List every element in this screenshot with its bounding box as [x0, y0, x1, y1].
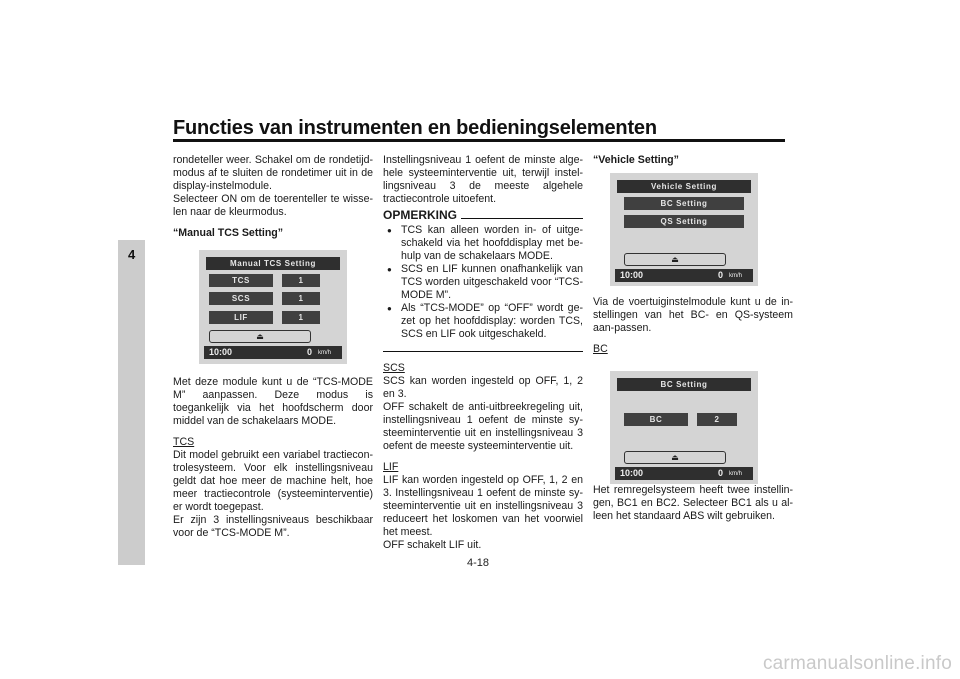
screen-title: Vehicle Setting: [617, 180, 751, 193]
bc-setting-screen: [610, 371, 758, 484]
manual-tcs-screen: [199, 250, 347, 364]
col3-para: Via de voertuiginstelmodule kunt u de in-stellingen van het BC- en QS-systeem aan-passen.: [593, 296, 793, 334]
lif-row-label: LIF: [209, 311, 273, 324]
screen-title: Manual TCS Setting: [206, 257, 340, 270]
scs-text: SCS kan worden ingesteld op OFF, 1, 2 en 3.: [383, 375, 583, 400]
qs-setting-item: QS Setting: [624, 215, 744, 228]
scs-row-value: 1: [282, 292, 320, 305]
tcs-row-value: 1: [282, 274, 320, 287]
speed-unit: km/h: [729, 273, 743, 279]
bc-text: Het remregelsysteem heeft twee instellin-gen, BC1 en BC2. Selecteer BC1 als u al-leen het standaard ABS wilt gebruiken.: [593, 484, 793, 522]
note-heading: OPMERKING: [383, 208, 458, 222]
chapter-number: 4: [128, 247, 136, 262]
lif-row-value: 1: [282, 311, 320, 324]
status-bar: [204, 346, 342, 359]
manual-tcs-heading: “Manual TCS Setting”: [173, 227, 284, 239]
status-bar: [615, 269, 753, 282]
tcs-row-label: TCS: [209, 274, 273, 287]
vehicle-setting-heading: “Vehicle Setting”: [593, 154, 679, 166]
note-bullet: ● SCS en LIF kunnen onafhankelijk van TCS worden uitgeschakeld voor “TCS-MODE M”.: [383, 263, 583, 302]
bc-label: BC: [624, 413, 688, 426]
note-heading-row: [383, 209, 583, 222]
note-bullet: ● Als “TCS-MODE” op “OFF” wordt ge-zet op het hoofddisplay: worden TCS, SCS en LIF ook uitgeschakeld.: [383, 302, 583, 341]
note-bullet: ● TCS kan alleen worden in- of uitge-schakeld via het hoofddisplay met be-hulp van de schakelaars MODE.: [383, 224, 583, 263]
tcs-text-2: Er zijn 3 instellingsniveaus beschikbaar voor de “TCS-MODE M”.: [173, 514, 373, 539]
speed-value: 0: [307, 347, 313, 357]
lif-text: LIF kan worden ingesteld op OFF, 1, 2 en 3. Instellingsniveau 1 oefent de minste sy-steeminterventie uit en instellingsniveau 3 reduceert het loskomen van het voorwiel het meest.: [383, 474, 583, 538]
clock-time: 10:00: [620, 468, 644, 478]
clock-time: 10:00: [209, 347, 233, 357]
speed-unit: km/h: [729, 471, 743, 477]
screen-title: BC Setting: [617, 378, 751, 391]
col2-para: Instellingsniveau 1 oefent de minste alge-hele systeeminterventie uit, terwijl instel-lingsniveau 3 de meeste algehele tractiecontrole uitoefent.: [383, 154, 583, 205]
speed-value: 0: [718, 270, 724, 280]
speed-unit: km/h: [318, 350, 332, 356]
up-arrow-button: [209, 330, 311, 343]
lif-text-2: OFF schakelt LIF uit.: [383, 539, 482, 551]
scs-row-label: SCS: [209, 292, 273, 305]
col1-intro: rondeteller weer. Schakel om de rondetijd-modus af te sluiten de rondetimer uit in de display-instelmodule.: [173, 154, 373, 192]
speed-value: 0: [718, 468, 724, 478]
bc-subheading: BC: [593, 343, 608, 355]
col1-para: Met deze module kunt u de “TCS-MODE M” aanpassen. Deze modus is toegankelijk via het hoofdscherm door middel van de schakelaars MODE.: [173, 376, 373, 427]
column-2: [383, 154, 583, 552]
page-number: 4-18: [467, 557, 490, 569]
scs-subheading: SCS: [383, 362, 405, 374]
watermark: carmanualsonline.info: [762, 653, 952, 674]
note-end-rule: [383, 351, 583, 352]
col1-intro2: Selecteer ON om de toerenteller te wisse-len naar de kleurmodus.: [173, 193, 373, 218]
lif-subheading: LIF: [383, 461, 399, 473]
scs-text-2: OFF schakelt de anti-uitbreekregeling uit, instellingsniveau 1 oefent de minste sy-steeminterventie uit en instellingsniveau 3 oefent de meeste systeeminterventie uit.: [383, 401, 583, 452]
bc-setting-item: BC Setting: [624, 197, 744, 210]
clock-time: 10:00: [620, 270, 644, 280]
eject-icon: ⏏: [671, 255, 679, 264]
eject-icon: ⏏: [256, 332, 264, 341]
tcs-subheading: TCS: [173, 436, 195, 448]
eject-icon: ⏏: [671, 453, 679, 462]
header-rule: [173, 139, 785, 142]
tcs-text: Dit model gebruikt een variabel tractiecon-trolesysteem. Voor elk instellingsniveau geldt dat hoe meer de machine helt, hoe meer tractiecontrole (systeeminterventie) er wordt toegepast.: [173, 449, 373, 513]
bc-value: 2: [697, 413, 737, 426]
up-arrow-button: [624, 451, 726, 464]
status-bar: [615, 467, 753, 480]
up-arrow-button: [624, 253, 726, 266]
vehicle-setting-screen: [610, 173, 758, 286]
page-header-title: Functies van instrumenten en bedieningselementen: [173, 117, 657, 139]
chapter-tab: [118, 240, 145, 565]
